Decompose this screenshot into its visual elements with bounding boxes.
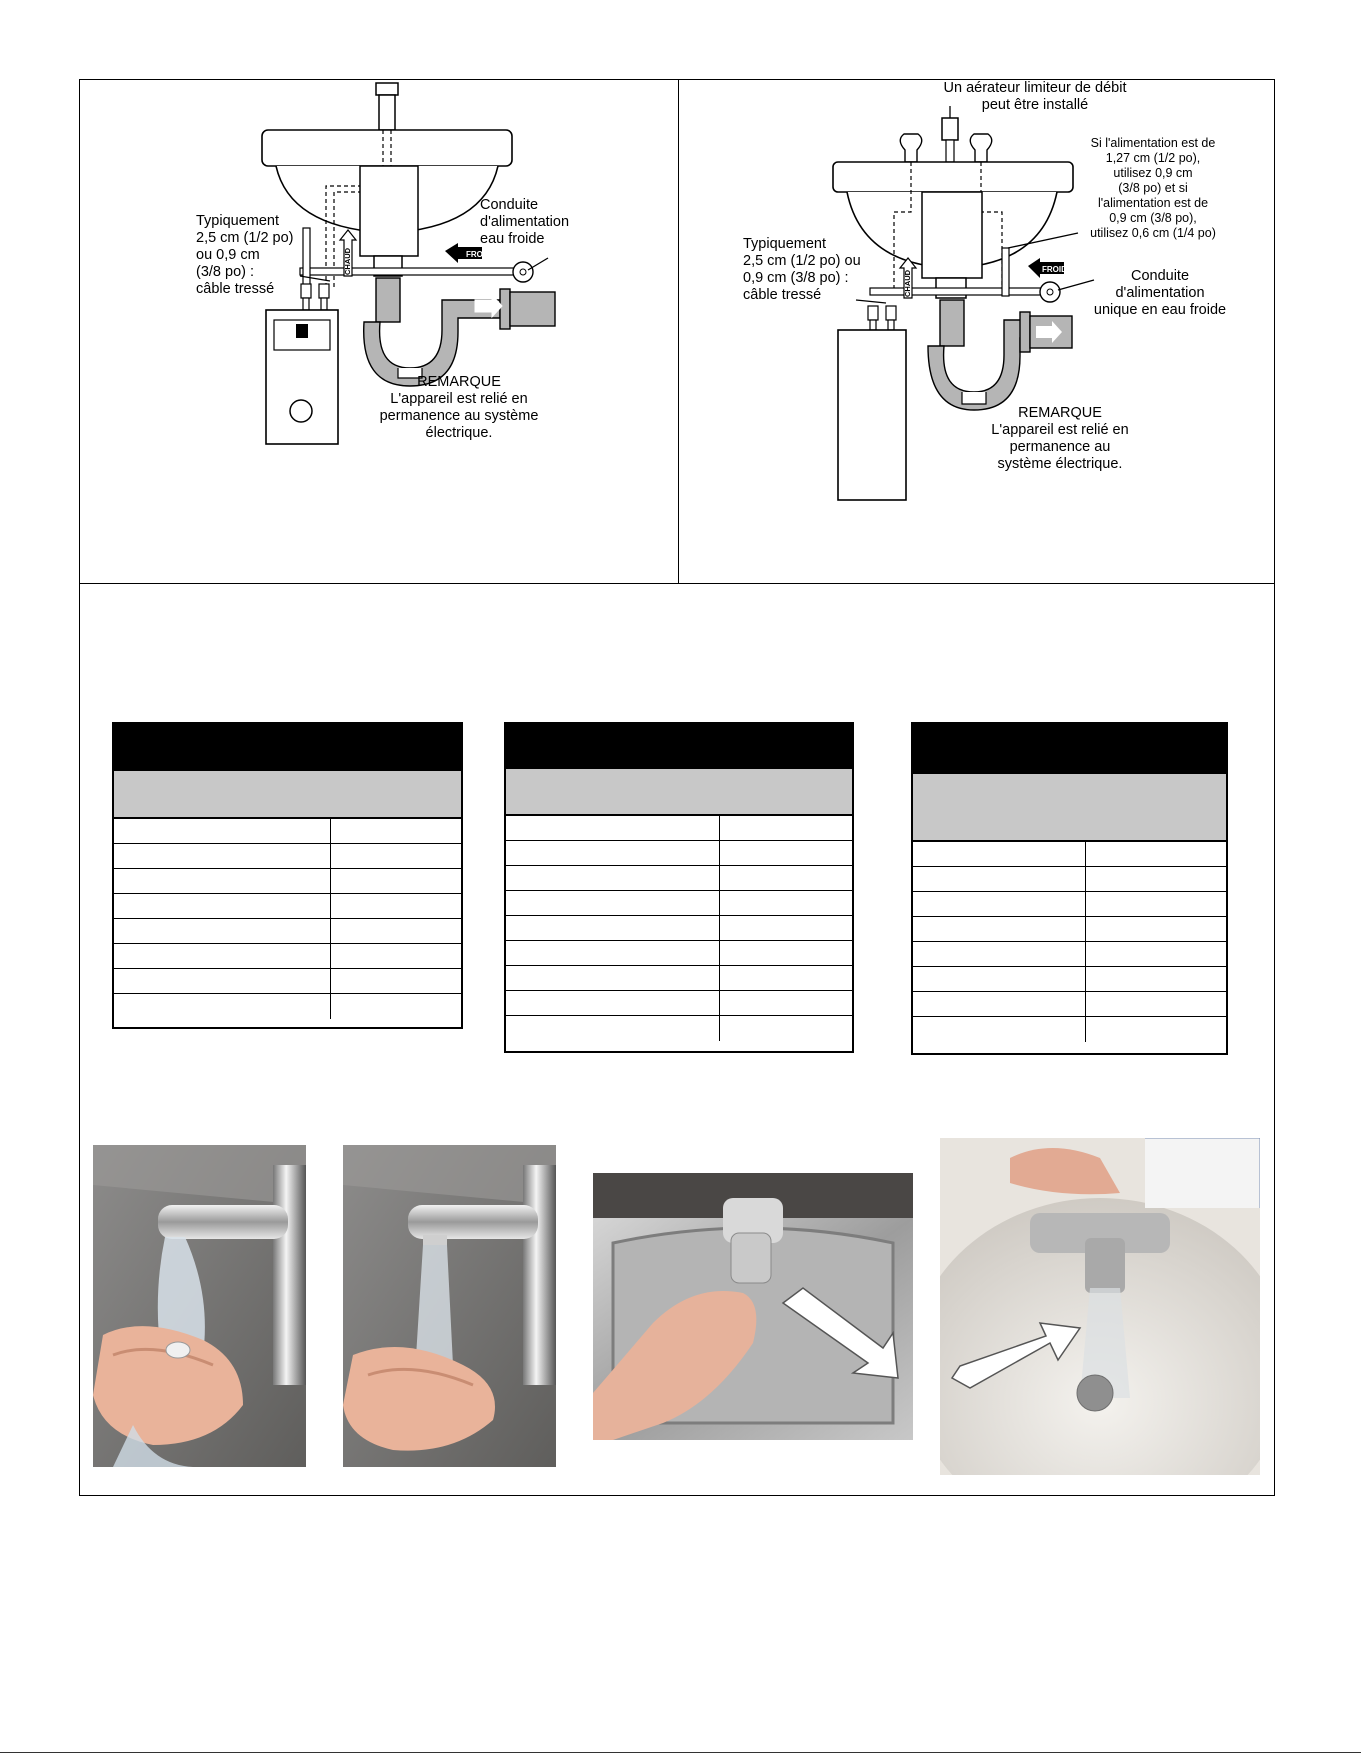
table-row bbox=[114, 969, 461, 994]
table-1 bbox=[112, 722, 463, 1029]
page-bottom-rule bbox=[0, 1752, 1361, 1753]
table-row bbox=[114, 994, 461, 1019]
table-row bbox=[506, 941, 852, 966]
table-row bbox=[506, 841, 852, 866]
left-cable-label: Typiquement 2,5 cm (1/2 po) ou 0,9 cm (3/8 po) : câble tressé bbox=[196, 213, 294, 297]
table-row bbox=[913, 942, 1226, 967]
table-row bbox=[913, 917, 1226, 942]
right-supply-label: Conduite d'alimentation unique en eau froide bbox=[1093, 268, 1227, 318]
right-cable-label: Typiquement 2,5 cm (1/2 po) ou 0,9 cm (3/8 po) : câble tressé bbox=[743, 236, 861, 303]
right-note-label: REMARQUE L'appareil est relié en permanence au système électrique. bbox=[991, 405, 1129, 472]
svg-text:CHAUD: CHAUD bbox=[903, 269, 912, 297]
table-3-subheader bbox=[913, 774, 1226, 842]
table-row bbox=[506, 916, 852, 941]
table-row bbox=[506, 991, 852, 1016]
table-row bbox=[506, 1016, 852, 1041]
table-1-subheader bbox=[114, 771, 461, 819]
table-row bbox=[114, 844, 461, 869]
table-1-body bbox=[114, 819, 461, 1019]
table-row bbox=[913, 992, 1226, 1017]
table-2-header bbox=[506, 724, 852, 769]
table-2-subheader bbox=[506, 769, 852, 816]
table-row bbox=[114, 944, 461, 969]
table-1-header bbox=[114, 724, 461, 771]
table-row bbox=[913, 1017, 1226, 1042]
left-note-label: REMARQUE L'appareil est relié en permanence au système électrique. bbox=[379, 374, 539, 441]
table-row bbox=[913, 892, 1226, 917]
table-3-body bbox=[913, 842, 1226, 1042]
table-3 bbox=[911, 722, 1228, 1055]
svg-text:FROID: FROID bbox=[466, 250, 491, 259]
svg-text:CHAUD: CHAUD bbox=[343, 247, 352, 275]
table-row bbox=[913, 967, 1226, 992]
left-supply-label: Conduite d'alimentation eau froide bbox=[480, 197, 570, 247]
photo-faucet-with-aerator bbox=[343, 1145, 556, 1467]
table-row bbox=[506, 866, 852, 891]
table-2-body bbox=[506, 816, 852, 1041]
photo-aerator-installation bbox=[593, 1173, 913, 1440]
table-row bbox=[506, 966, 852, 991]
svg-text:FROID: FROID bbox=[1042, 265, 1067, 274]
section-divider-horizontal bbox=[79, 583, 1275, 584]
right-sizing-label: Si l'alimentation est de 1,27 cm (1/2 po), utilisez 0,9 cm (3/8 po) et si l'alimentation est de 0,9 cm (3/8 po), utilisez 0,6 cm (1/4 po) bbox=[1090, 136, 1216, 240]
right-aerator-label: Un aérateur limiteur de débit peut être installé bbox=[943, 80, 1127, 113]
table-row bbox=[114, 894, 461, 919]
table-row bbox=[913, 867, 1226, 892]
table-row bbox=[114, 919, 461, 944]
table-row bbox=[913, 842, 1226, 867]
table-row bbox=[114, 869, 461, 894]
photo-faucet-spray-drain bbox=[940, 1138, 1260, 1475]
table-3-header bbox=[913, 724, 1226, 774]
photo-faucet-no-aerator bbox=[93, 1145, 306, 1467]
table-2 bbox=[504, 722, 854, 1053]
table-row bbox=[506, 891, 852, 916]
table-row bbox=[506, 816, 852, 841]
table-row bbox=[114, 819, 461, 844]
